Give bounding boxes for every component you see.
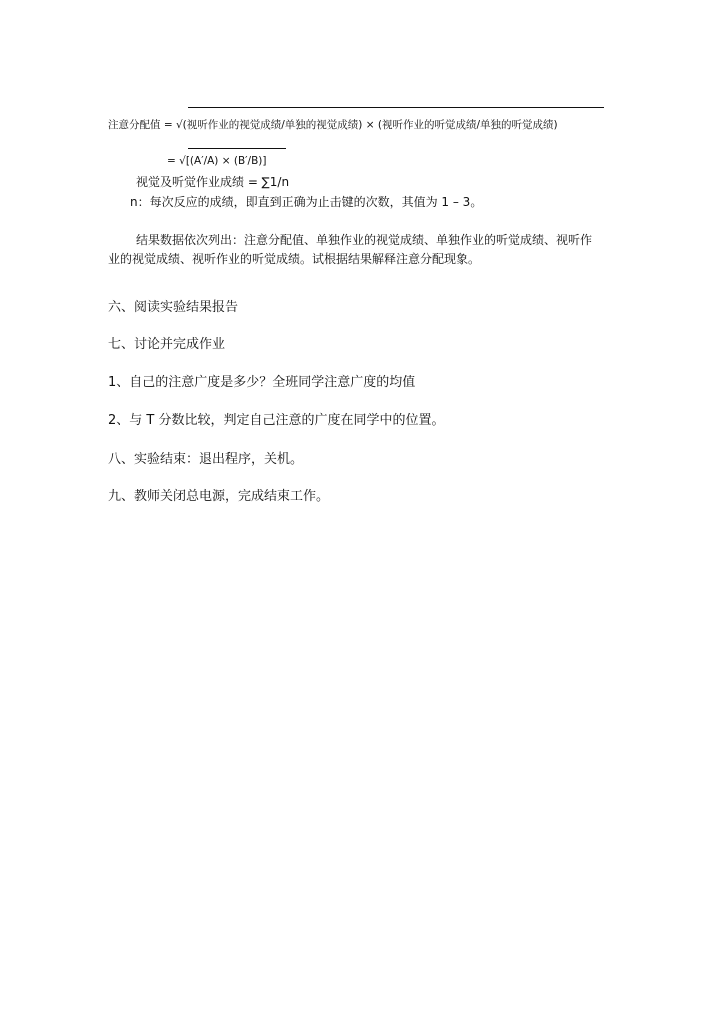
results-paragraph-line-2: 业的视觉成绩、视听作业的听觉成绩。试根据结果解释注意分配现象。 — [108, 252, 481, 266]
assignment-item-2: 2、与 T 分数比较，判定自己注意的广度在同学中的位置。 — [108, 413, 445, 428]
section-nine: 九、教师关闭总电源，完成结束工作。 — [108, 489, 330, 504]
results-paragraph-line-1: 结果数据依次列出：注意分配值、单独作业的视觉成绩、单独作业的听觉成绩、视听作 — [136, 233, 593, 247]
formula-line-1: 注意分配值 = √(视听作业的视觉成绩/单独的视觉成绩) × (视听作业的听觉成绩/单独的听觉成绩) — [108, 119, 558, 131]
formula-line-2: = √[(A′/A) × (B′/B)] — [167, 155, 267, 167]
score-definition: 视觉及听觉作业成绩 = ∑1/n — [136, 175, 290, 189]
assignment-item-1: 1、自己的注意广度是多少？全班同学注意广度的均值 — [108, 375, 416, 390]
formula-overline-long — [188, 107, 604, 108]
section-seven: 七、讨论并完成作业 — [108, 337, 226, 352]
section-eight: 八、实验结束：退出程序，关机。 — [108, 452, 304, 467]
n-definition: n：每次反应的成绩，即直到正确为止击键的次数，其值为 1 – 3。 — [130, 195, 483, 209]
section-six: 六、阅读实验结果报告 — [108, 300, 239, 315]
formula-overline-short — [188, 148, 286, 149]
